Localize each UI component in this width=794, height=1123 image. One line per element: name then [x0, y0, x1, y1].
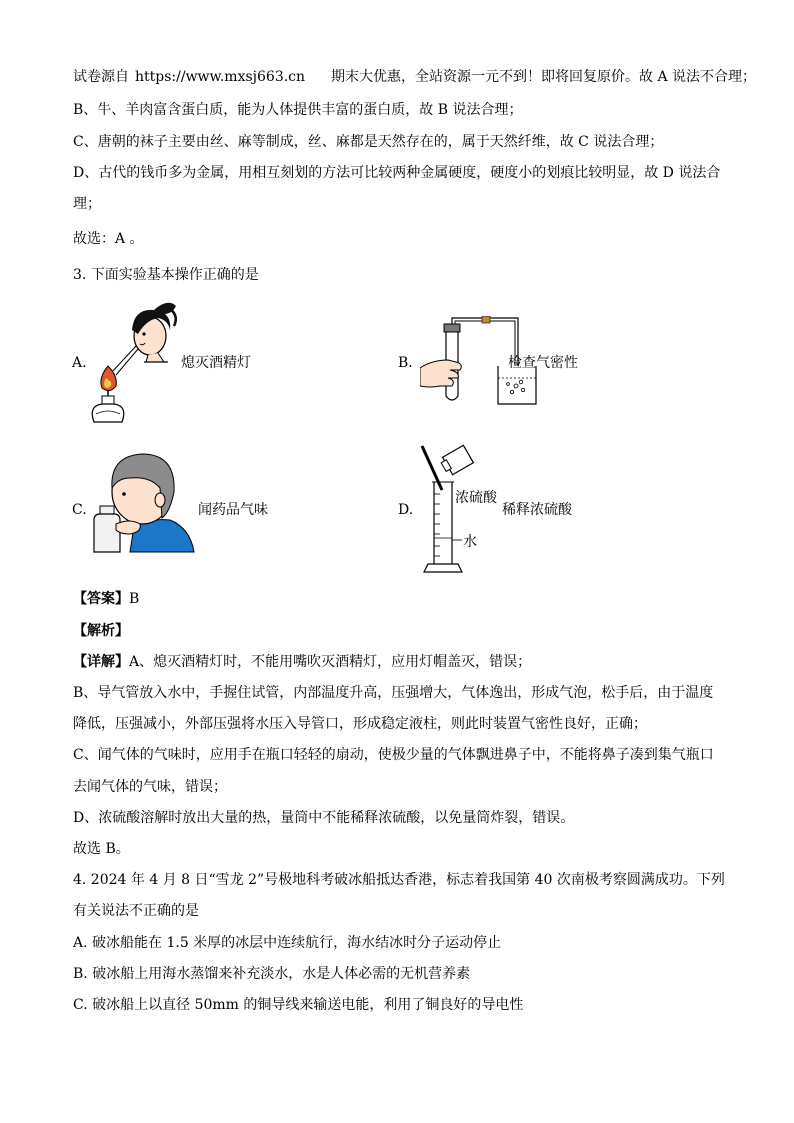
q3-answer: [73, 590, 139, 608]
diluting-acid-in-cylinder-illustration: [418, 442, 480, 576]
q3-detail-d: D、浓硫酸溶解时放出大量的热，量筒中不能稀释浓硫酸，以免量筒炸裂，错误。: [73, 810, 575, 826]
q3-detail-c-line2: 去闻气体的气味，错误；: [73, 779, 227, 795]
q4-option-b[interactable]: B. 破冰船上用海水蒸馏来补充淡水，水是人体必需的无机营养素: [73, 966, 471, 982]
q4-option-a[interactable]: A. 破冰船能在 1.5 米厚的冰层中连续航行，海水结冰时分子运动停止: [73, 935, 502, 951]
source-label: 试卷源自: [73, 69, 129, 85]
promo-text: 期末大优惠，全站资源一元不到！即将回复原价。故 A 说法不合理；: [331, 69, 757, 85]
q2-choice: 故选：A 。: [73, 231, 144, 247]
header-line: [73, 68, 756, 86]
q3-option-d-caption: 稀释浓硫酸: [502, 502, 572, 518]
q3-option-c-caption: 闻药品气味: [198, 502, 268, 518]
q3-option-c-letter[interactable]: C.: [72, 502, 87, 518]
q2-option-d-explanation-line2: 理；: [73, 196, 101, 212]
analysis-tag: 【解析】: [73, 623, 129, 639]
source-url[interactable]: https://www.mxsj663.cn: [135, 69, 306, 85]
answer-tag: 【答案】: [73, 591, 129, 607]
smelling-chemical-illustration: [90, 448, 196, 556]
q2-option-b-explanation: B、牛、羊肉富含蛋白质，能为人体提供丰富的蛋白质，故 B 说法合理；: [73, 102, 523, 118]
q3-option-a-letter[interactable]: A.: [72, 355, 87, 371]
q2-option-c-explanation: C、唐朝的袜子主要由丝、麻等制成，丝、麻都是天然存在的，属于天然纤维，故 C 说法合理；: [73, 134, 664, 150]
q3-stem: 3. 下面实验基本操作正确的是: [73, 267, 259, 283]
detail-a-text: A、熄灭酒精灯时，不能用嘴吹灭酒精灯，应用灯帽盖灭，错误；: [129, 654, 532, 670]
detail-tag: 【详解】: [73, 654, 129, 670]
q3-detail-b-line1: B、导气管放入水中，手握住试管，内部温度升高，压强增大，气体逸出，形成气泡，松手后，由于温度: [73, 685, 714, 701]
q3-option-d-letter[interactable]: D.: [398, 502, 414, 518]
q3-option-d-acid-label: 浓硫酸: [455, 490, 497, 506]
answer-value: B: [129, 591, 140, 607]
q3-detail-a: [73, 653, 531, 671]
q3-option-d-water-label: 水: [463, 534, 477, 550]
q3-detail-b-line2: 降低，压强减小，外部压强将水压入导管口，形成稳定液柱，则此时装置气密性良好，正确；: [73, 716, 647, 732]
blowing-out-lamp-illustration: [88, 296, 183, 432]
q3-choice: 故选 B。: [73, 841, 130, 857]
q3-option-b-letter[interactable]: B.: [398, 355, 413, 371]
q4-stem-line1: 4. 2024 年 4 月 8 日“雪龙 2”号极地科考破冰船抵达香港，标志着我国第 40 次南极考察圆满成功。下列: [73, 872, 725, 888]
q2-option-d-explanation-line1: D、古代的钱币多为金属，用相互刻划的方法可比较两种金属硬度，硬度小的划痕比较明显，故 D 说法合: [73, 165, 721, 181]
q3-option-b-caption: 检查气密性: [508, 355, 578, 371]
q3-option-a-caption: 熄灭酒精灯: [181, 355, 251, 371]
q4-option-c[interactable]: C. 破冰船上以直径 50mm 的铜导线来输送电能，利用了铜良好的导电性: [73, 997, 524, 1013]
q3-detail-c-line1: C、闻气体的气味时，应用手在瓶口轻轻的扇动，使极少量的气体飘进鼻子中，不能将鼻子凑到集气瓶口: [73, 747, 714, 763]
q4-stem-line2: 有关说法不正确的是: [73, 903, 199, 919]
